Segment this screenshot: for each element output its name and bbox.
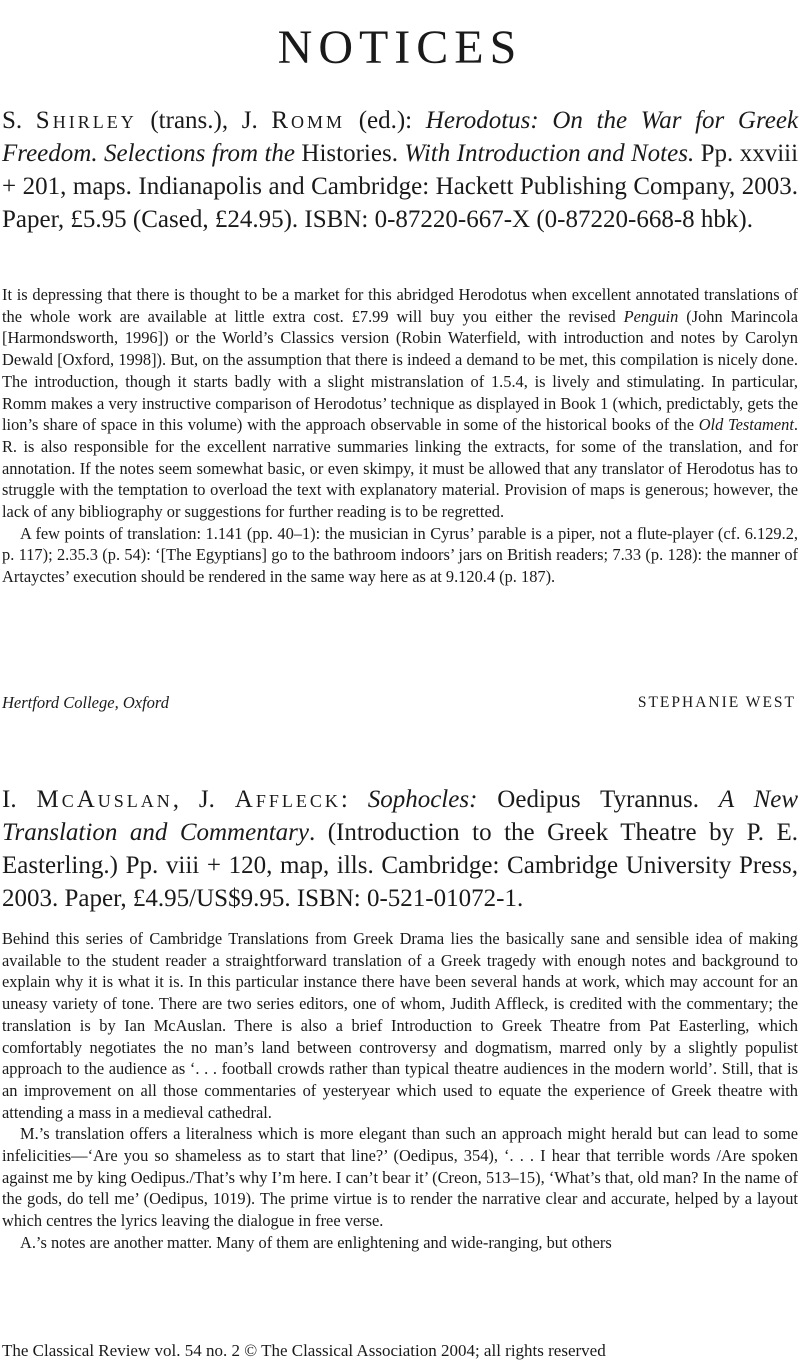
author-role: :	[340, 786, 348, 813]
author-surname: Affleck	[234, 786, 341, 813]
work-title-roman: Oedipus Tyrannus.	[497, 786, 699, 813]
review-2-heading	[2, 783, 798, 915]
review-1-paragraph-1: It is depressing that there is thought to be a market for this abridged Herodotus when excellent annotated translations of the whole work are available at little extra cost. £7.99 will buy you either the revised Penguin (John Marincola [Harmondsworth, 1996]) or the World’s Classics version (Robin Waterfield, with introduction and notes by Carolyn Dewald [Oxford, 1998]). But, on the assumption that there is indeed a demand to be met, this compilation is nicely done. The introduction, though it starts badly with a slight mistranslation of 1.5.4, is lively and stimulating. In particular, Romm makes a very instructive comparison of Herodotus’ technique as displayed in Book 1 (which, predictably, gets the lion’s share of space in this volume) with the approach observable in some of the historical books of the Old Testament. R. is also responsible for the excellent narrative summaries linking the extracts, for some of the translation, and for annotation. If the notes seem somewhat basic, or even skimpy, it must be allowed that any translator of Herodotus has to struggle with the temptation to overload the text with explanatory material. Provision of maps is generous; however, the lack of any bibliography or suggestions for further reading is to be regretted.	[2, 285, 798, 522]
work-subtitle: A New Translation and Commentary	[2, 786, 799, 846]
author-role: ,	[172, 786, 180, 813]
reviewer-institution: Hertford College, Oxford	[2, 693, 169, 712]
review-2-body	[2, 928, 798, 1254]
author-surname: McAuslan	[36, 786, 173, 813]
penguin-title: Penguin	[623, 306, 679, 326]
work-subtitle: With Introduction and Notes.	[404, 140, 695, 167]
editor-role: (ed.):	[358, 107, 413, 134]
reviewer-name: STEPHANIE WEST	[637, 694, 796, 711]
review-1-heading	[2, 104, 798, 236]
work-title-roman: Histories.	[301, 140, 398, 167]
author-surname: Shirley	[35, 107, 137, 134]
publication-details: . (Introduction to the Greek Theatre by P. E. Easterling.) Pp. viii + 120, map, ills. Cambridge: Cambridge University Press, 2003. Paper, £4.95/US$9.95. ISBN: 0-521-01072-1.	[2, 819, 798, 912]
review-1-signature	[2, 692, 798, 714]
work-title: Herodotus: On the War for Greek Freedom. Selections from the	[2, 107, 799, 167]
editor-initial: J.	[241, 107, 258, 134]
work-title: Sophocles:	[367, 786, 478, 813]
review-2-paragraph-1: Behind this series of Cambridge Translations from Greek Drama lies the basically sane and sensible idea of making available to the student reader a straightforward translation of a Greek tragedy with enough notes and background to explain why it is what it is. In this particular instance there have been several hands at work, which may account for an uneasy variety of tone. There are two series editors, one of whom, Judith Affleck, is credited with the commentary; the translation is by Ian McAuslan. There is also a brief Introduction to Greek Theatre from Pat Easterling, which comfortably negotiates the no man’s land between controversy and dogmatism, marred only by a slightly populist approach to the audience as ‘. . . football crowds rather than typical theatre audiences in the modern world’. Still, that is an improvement on all those commentaries of yesteryear which used to equate the experience of Greek theatre with attending a mass in a medieval cathedral.	[2, 929, 798, 1122]
review-1-paragraph-2: A few points of translation: 1.141 (pp. 40–1): the musician in Cyrus’ parable is a piper, not a flute-player (cf. 6.129.2, p. 117); 2.35.3 (p. 54): ‘[The Egyptians] go to the bathroom indoors’ jars on British readers; 7.33 (p. 128): the manner of Artayctes’ execution should be rendered in the same way here as at 9.120.4 (p. 187).	[2, 523, 798, 587]
page-title: NOTICES	[277, 21, 523, 75]
author-initial: S.	[2, 107, 23, 134]
copyright-footer: The Classical Review vol. 54 no. 2 © The Classical Association 2004; all rights reserved	[2, 1341, 606, 1360]
old-testament-title: Old Testament	[698, 415, 794, 435]
publication-details: Pp. xxviii + 201, maps. Indianapolis and Cambridge: Hackett Publishing Company, 2003. Paper, £5.95 (Cased, £24.95). ISBN: 0-87220-667-X (0-87220-668-8 hbk).	[2, 140, 799, 233]
review-1-body	[2, 284, 798, 588]
review-2-paragraph-2: M.’s translation offers a literalness which is more elegant than such an approach might herald but can lead to some infelicities—‘Are you so shameless as to start that line?’ (Oedipus, 354), ‘. . . I hear that terrible words /Are spoken against me by king Oedipus./That’s why I’m here. I can’t bear it’ (Creon, 513–15), ‘What’s that, old man? In the name of the gods, do tell me’ (Oedipus, 1019). The prime virtue is to render the narrative clear and accurate, helped by a layout which centres the lyrics leaving the dialogue in free verse.	[2, 1124, 798, 1231]
author-role: (trans.),	[150, 107, 229, 134]
author-initial: I.	[2, 786, 17, 813]
editor-surname: Romm	[271, 107, 346, 134]
author-initial: J.	[198, 786, 215, 813]
review-2-paragraph-3: A.’s notes are another matter. Many of them are enlightening and wide-ranging, but others	[20, 1232, 612, 1252]
